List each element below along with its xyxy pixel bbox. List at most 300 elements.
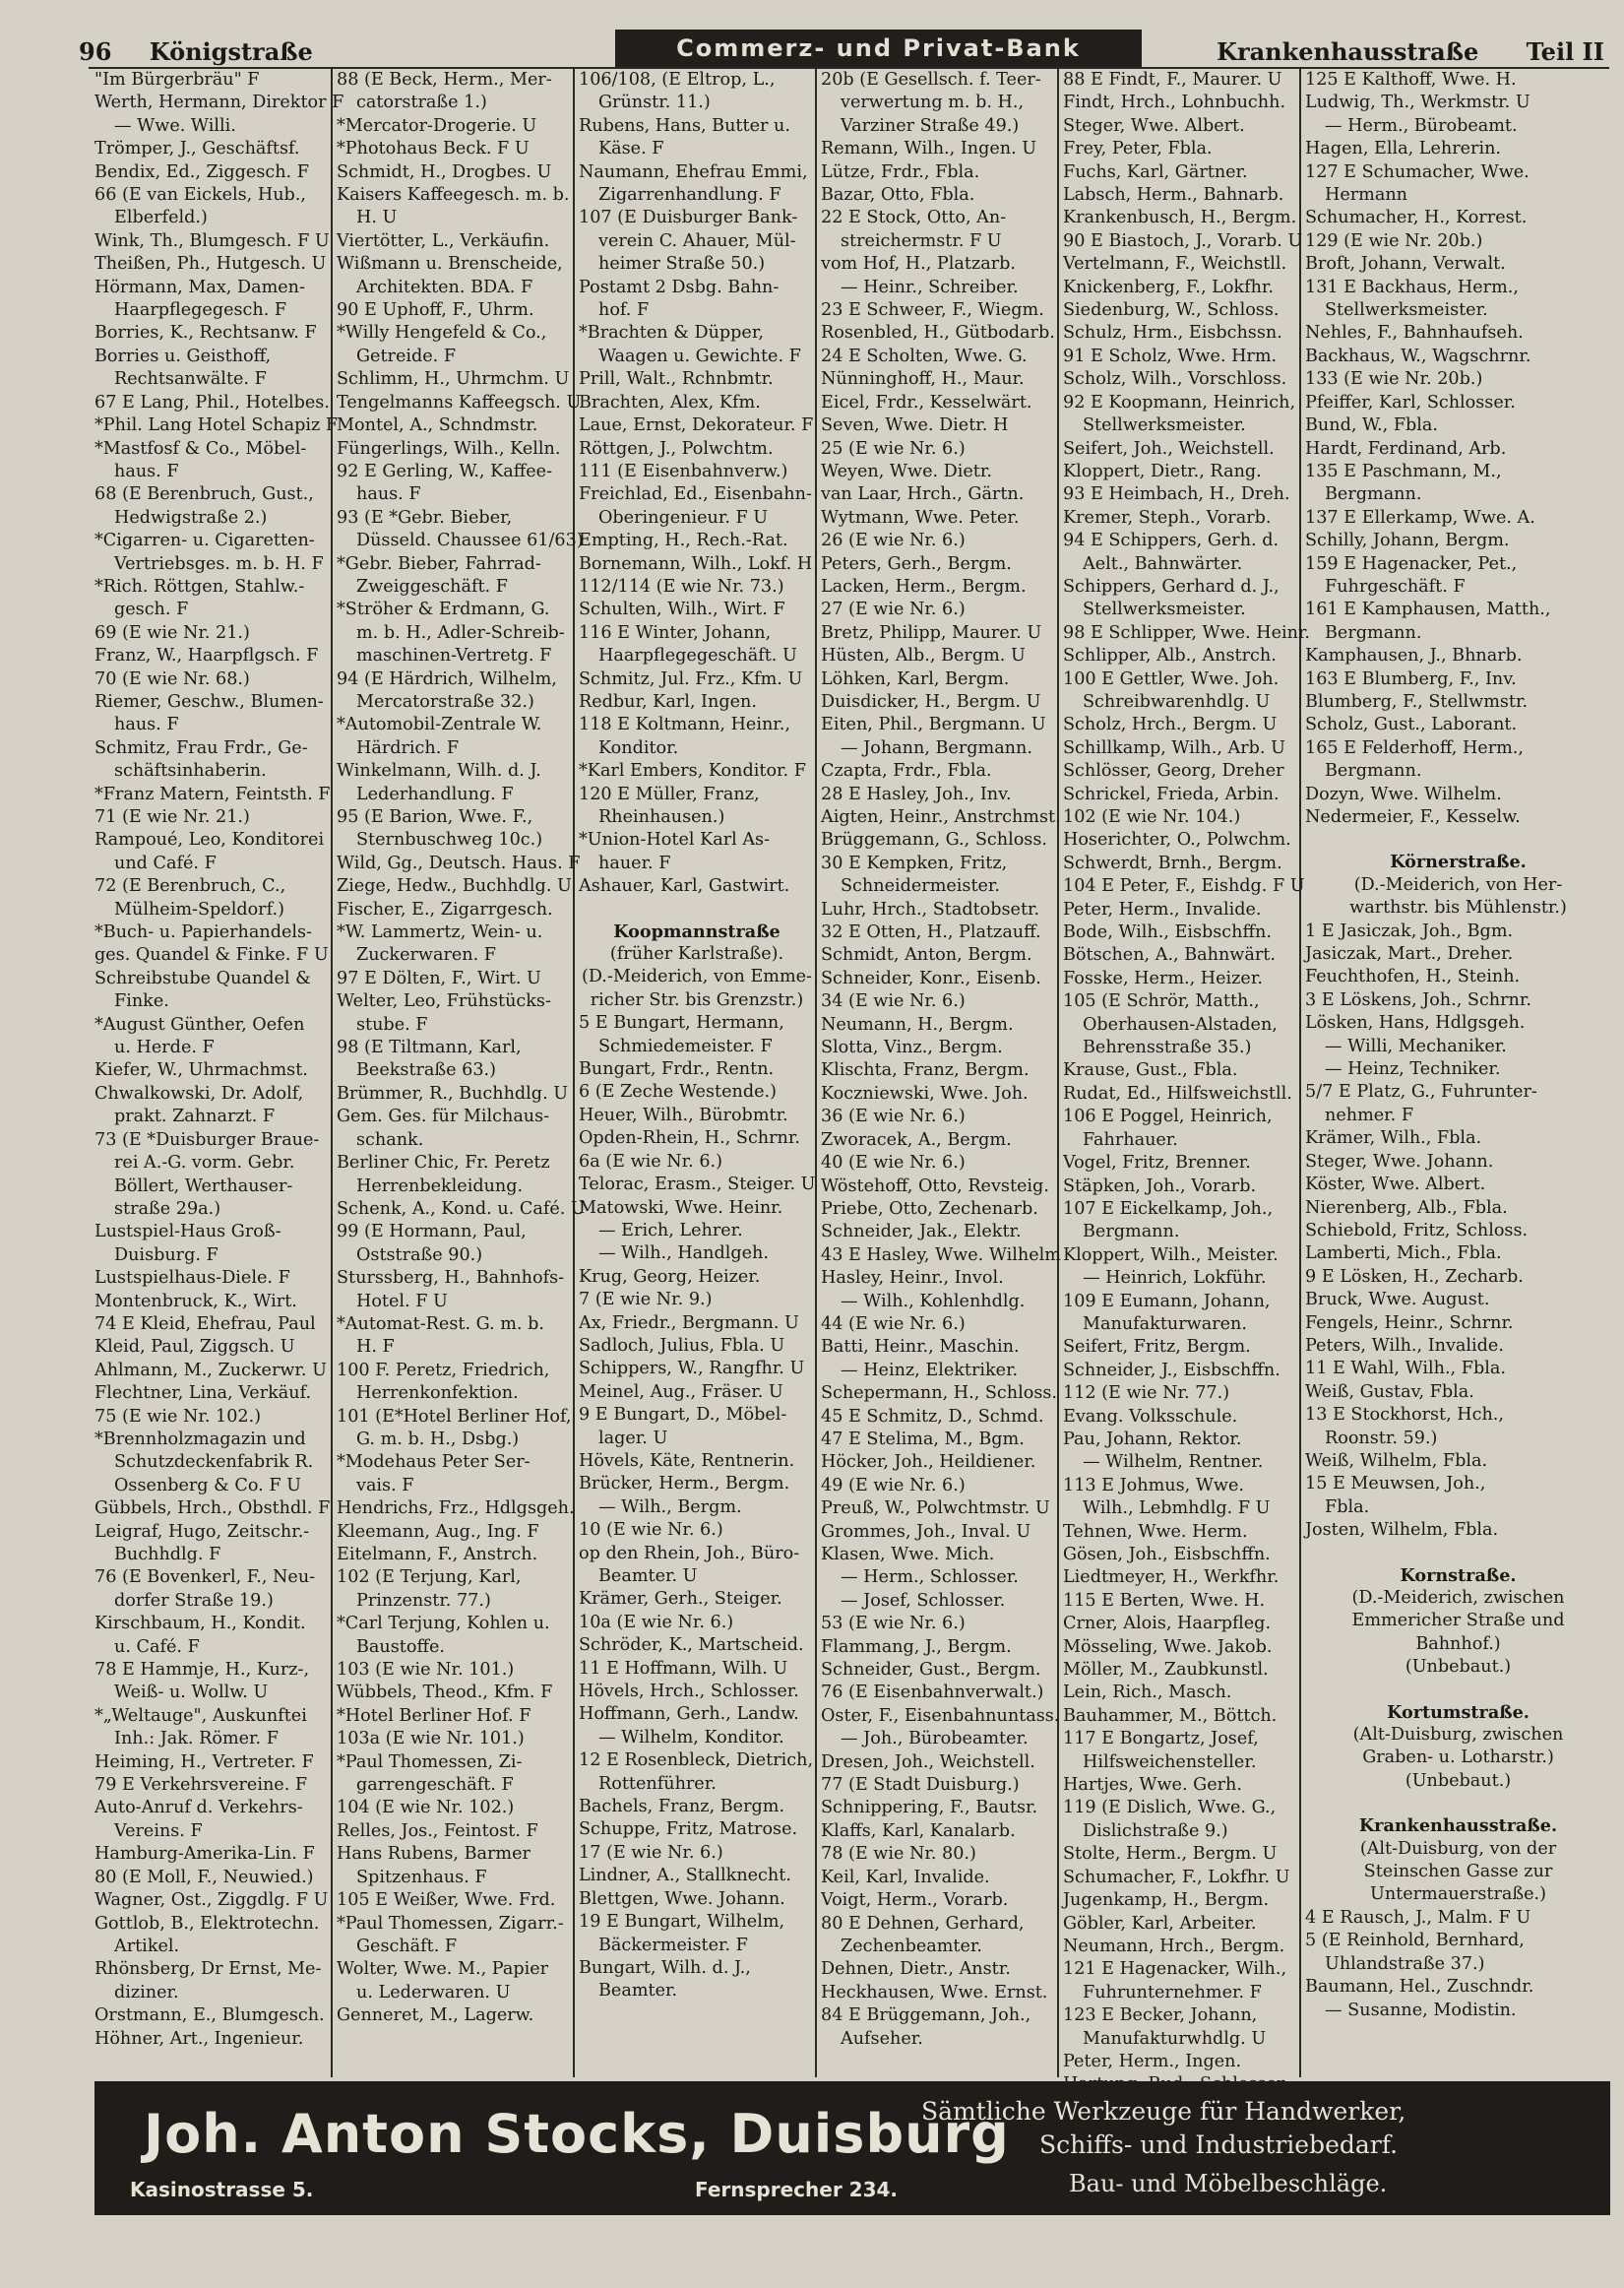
directory-entry: Tengelmanns Kaffeegsch. U [337,392,582,413]
directory-entry: Schneider, J., Eisbschffn. [1063,1360,1280,1380]
directory-entry: *Willy Hengefeld & Co., [337,323,547,344]
directory-entry: Slotta, Vinz., Bergm. [821,1038,1003,1058]
directory-entry: 17 (E wie Nr. 6.) [579,1842,723,1863]
directory-entry: Montenbruck, K., Wirt. [94,1291,297,1311]
directory-entry: Wolter, Wwe. M., Papier [337,1959,549,1980]
directory-entry: 11 E Hoffmann, Wilh. U [579,1658,788,1679]
directory-entry: Ax, Friedr., Bergmann. U [579,1312,799,1333]
directory-entry: 26 (E wie Nr. 6.) [821,531,966,551]
directory-entry: 9 E Lösken, H., Zecharb. [1305,1266,1524,1287]
directory-column-5 [1059,69,1311,2077]
directory-entry: 84 E Brüggemann, Joh., [821,2005,1031,2026]
directory-entry: — Heinz, Elektriker. [841,1360,1019,1380]
directory-entry: m. b. H., Adler-Schreib- [356,622,565,643]
street-description: richer Str. bis Grenzstr.) [590,989,804,1010]
directory-entry: Rottenführer. [598,1773,717,1794]
directory-entry: Schepermann, H., Schloss. [821,1383,1057,1404]
ad-tagline-1: Sämtliche Werkzeuge für Handwerker, [921,2097,1406,2126]
directory-entry: Schmiedemeister. F [598,1036,773,1056]
directory-entry: Düsseld. Chaussee 61/63) [356,531,584,551]
directory-entry: Oberhausen-Alstaden, [1083,1014,1278,1035]
directory-entry: Gösen, Joh., Eisbschffn. [1063,1545,1271,1564]
directory-entry: Seifert, Fritz, Bergm. [1063,1337,1251,1358]
directory-column-3 [575,69,817,2077]
directory-entry: Käse. F [598,139,664,159]
directory-entry: Krug, Georg, Heizer. [579,1266,761,1287]
directory-entry: 3 E Löskens, Joh., Schrnr. [1305,989,1531,1010]
directory-entry: Stellwerksmeister. [1083,600,1246,620]
directory-entry: 74 E Kleid, Ehefrau, Paul [94,1313,316,1334]
directory-entry: *Union-Hotel Karl As- [579,830,771,851]
directory-entry: Evang. Volksschule. [1063,1406,1238,1427]
directory-entry: — Josef, Schlosser. [841,1590,1006,1611]
directory-entry: 67 E Lang, Phil., Hotelbes. [94,392,330,413]
directory-entry: Auto-Anruf d. Verkehrs- [94,1798,303,1818]
directory-entry: Freichlad, Ed., Eisenbahn- [579,484,812,505]
directory-entry: G. m. b. H., Dsbg.) [356,1429,520,1449]
directory-entry: Krämer, Gerh., Steiger. [579,1589,782,1610]
directory-entry: Konditor. [598,737,679,758]
directory-entry: *Franz Matern, Feintsth. F [94,784,331,804]
street-description: Graben- u. Lotharstr.) [1362,1748,1554,1768]
directory-entry: Theißen, Ph., Hutgesch. U [94,254,327,275]
directory-entry: Relles, Jos., Feintost. F [337,1820,538,1841]
directory-entry: van Laar, Hrch., Gärtn. [821,484,1025,505]
street-description: (Unbebaut.) [1405,1770,1512,1791]
directory-entry: Vertelmann, F., Weichstll. [1063,254,1287,275]
directory-entry: — Joh., Bürobeamter. [841,1729,1029,1749]
directory-entry: Rhönsberg, Dr Ernst, Me- [94,1959,322,1980]
directory-entry: schank. [356,1129,424,1150]
directory-entry: Hoffmann, Gerh., Landw. [579,1704,799,1725]
directory-entry: Empting, H., Rech.-Rat. [579,531,788,551]
directory-entry: Backhaus, W., Wagschrnr. [1305,346,1531,366]
directory-column-1 [91,69,344,2077]
directory-entry: Eicel, Frdr., Kesselwärt. [821,392,1032,413]
directory-entry: Rechtsanwälte. F [114,369,267,390]
directory-entry: Jugenkamp, H., Bergm. [1063,1890,1270,1911]
directory-entry: — Heinr., Schreiber. [841,277,1019,297]
directory-entry: H. F [356,1337,395,1358]
directory-entry: 5/7 E Platz, G., Fuhrunter- [1305,1082,1537,1103]
directory-entry: — Wilh., Handlgeh. [598,1243,769,1264]
directory-entry: Jasiczak, Mart., Dreher. [1305,944,1514,965]
directory-entry: 71 (E wie Nr. 21.) [94,807,250,827]
directory-entry: Roonstr. 59.) [1325,1428,1438,1448]
directory-entry: Rosenbled, H., Gütbodarb. [821,323,1055,344]
directory-entry: Zworacek, A., Bergm. [821,1129,1012,1150]
street-description: Steinschen Gasse zur [1363,1862,1553,1882]
directory-entry: maschinen-Vertretg. F [356,646,552,667]
directory-entry: Wübbels, Theod., Kfm. F [337,1683,553,1703]
directory-entry: Voigt, Herm., Vorarb. [821,1890,1009,1911]
directory-entry: 78 E Hammje, H., Kurz-, [94,1660,310,1681]
directory-entry: prakt. Zahnarzt. F [114,1107,276,1127]
directory-entry: Schneider, Gust., Bergm. [821,1660,1041,1681]
directory-entry: Eiten, Phil., Bergmann. U [821,715,1046,735]
directory-entry: Fbla. [1325,1496,1370,1517]
directory-entry: nehmer. F [1325,1105,1414,1125]
directory-entry: u. Herde. F [114,1038,215,1058]
directory-column-4 [817,69,1059,2077]
directory-entry: Nierenberg, Alb., Fbla. [1305,1197,1508,1218]
directory-entry: op den Rhein, Joh., Büro- [579,1543,800,1563]
directory-entry: Rudat, Ed., Hilfsweichstll. [1063,1083,1292,1104]
directory-entry: 107 (E Duisburger Bank- [579,208,798,228]
directory-entry: Wißmann u. Brenscheide, [337,254,563,275]
directory-entry: Weiß- u. Wollw. U [114,1683,269,1703]
directory-entry: Borries u. Geisthoff, [94,346,272,366]
directory-entry: Pau, Johann, Rektor. [1063,1429,1242,1449]
directory-entry: Vogel, Fritz, Brenner. [1063,1153,1251,1174]
directory-entry: *Brachten & Düpper, [579,323,764,344]
directory-entry: 92 E Koopmann, Heinrich, [1063,392,1296,413]
directory-entry: Rheinhausen.) [598,807,725,827]
directory-entry: Schreibwarenhdlg. U [1083,691,1271,712]
directory-entry: Lein, Rich., Masch. [1063,1683,1232,1703]
directory-entry: *August Günther, Oefen [94,1014,305,1035]
directory-entry: Schmidt, Anton, Bergm. [821,945,1032,966]
directory-entry: Orstmann, E., Blumgesch. [94,2005,325,2026]
directory-entry: haus. F [114,461,179,481]
directory-entry: 32 E Otten, H., Platzauff. [821,922,1041,943]
directory-entry: 22 E Stock, Otto, An- [821,208,1007,228]
directory-entry: 97 E Dölten, F., Wirt. U [337,968,541,988]
directory-entry: Baumann, Hel., Zuschndr. [1305,1977,1534,1998]
directory-entry: — Herm., Bürobeamt. [1325,115,1518,136]
directory-entry: Frey, Peter, Fbla. [1063,139,1213,159]
directory-entry: Beamter. U [598,1566,698,1586]
directory-entry: 98 (E Tiltmann, Karl, [337,1038,522,1058]
directory-entry: Bergmann. [1325,761,1422,782]
directory-entry: Seifert, Joh., Weichstell. [1063,438,1275,459]
directory-entry: 161 E Kamphausen, Matth., [1305,600,1551,620]
directory-entry: 120 E Müller, Franz, [579,784,760,804]
directory-entry: Brümmer, R., Buchhdlg. U [337,1083,569,1104]
directory-entry: haus. F [114,715,179,735]
directory-entry: 47 E Stelima, M., Bgm. [821,1429,1025,1449]
directory-entry: Gottlob, B., Elektrotechn. [94,1913,320,1934]
directory-entry: Heckhausen, Wwe. Ernst. [821,1982,1048,2002]
directory-entry: Lütze, Frdr., Fbla. [821,161,980,182]
directory-entry: Schumacher, F., Lokfhr. U [1063,1867,1290,1887]
directory-entry: Steger, Wwe. Johann. [1305,1151,1494,1172]
directory-entry: Bergmann. [1325,484,1422,505]
directory-entry: 104 (E wie Nr. 102.) [337,1798,515,1818]
street-description: (früher Karlstraße). [609,944,784,965]
directory-entry: 20b (E Gesellsch. f. Teer- [821,70,1041,90]
directory-entry: Röttgen, J., Polwchtm. [579,438,774,459]
directory-entry: Schnippering, F., Bautsr. [821,1798,1038,1818]
directory-entry: Schneidermeister. [841,876,1000,897]
directory-entry: Blettgen, Wwe. Johann. [579,1888,785,1909]
directory-entry: 24 E Scholten, Wwe. G. [821,346,1028,366]
directory-entry: Varziner Straße 49.) [841,115,1020,136]
directory-entry: Zigarrenhandlung. F [598,185,781,206]
directory-entry: dorfer Straße 19.) [114,1590,274,1611]
directory-entry: Schlipper, Alb., Anstrch. [1063,646,1277,667]
directory-entry: Getreide. F [356,346,457,366]
directory-entry: 101 (E*Hotel Berliner Hof, [337,1406,572,1427]
directory-entry: Ashauer, Karl, Gastwirt. [579,876,790,897]
directory-entry: Herrenbekleidung. [356,1176,524,1196]
directory-entry: 88 E Findt, F., Maurer. U [1063,70,1282,90]
directory-entry: Genneret, M., Lagerw. [337,2005,534,2026]
directory-entry: Hasley, Heinr., Invol. [821,1268,1004,1289]
directory-entry: Fahrhauer. [1083,1129,1178,1150]
directory-entry: Krause, Gust., Fbla. [1063,1060,1238,1081]
directory-entry: 106/108, (E Eltrop, L., [579,70,776,90]
directory-entry: Wink, Th., Blumgesch. F U [94,230,330,251]
directory-entry: Bungart, Wilh. d. J., [579,1957,751,1978]
directory-entry: Schenk, A., Kond. u. Café. U [337,1198,586,1219]
directory-entry: Bendix, Ed., Ziggesch. F [94,161,309,182]
directory-entry: Nehles, F., Bahnhaufseh. [1305,323,1524,344]
directory-entry: Höhner, Art., Ingenieur. [94,2028,304,2049]
directory-entry: Klaffs, Karl, Kanalarb. [821,1820,1016,1841]
directory-entry: *Gebr. Bieber, Fahrrad- [337,553,541,574]
directory-entry: 68 (E Berenbruch, Gust., [94,484,314,505]
volume-part: Teil II [1526,37,1604,66]
directory-entry: Berliner Chic, Fr. Peretz [337,1153,550,1174]
directory-entry: 49 (E wie Nr. 6.) [821,1475,966,1495]
directory-entry: Peter, Herm., Ingen. [1063,2051,1242,2071]
directory-entry: Zechenbeamter. [841,1936,982,1956]
directory-entry: Winkelmann, Wilh. d. J. [337,761,541,782]
directory-entry: Oststraße 90.) [356,1244,483,1265]
directory-entry: u. Café. F [114,1636,200,1657]
directory-entry: Rampoué, Leo, Konditorei [94,830,325,851]
directory-entry: Kremer, Steph., Vorarb. [1063,507,1272,528]
directory-entry: *Buch- u. Papierhandels- [94,922,312,943]
directory-entry: Czapta, Frdr., Fbla. [821,761,992,782]
directory-entry: *Hotel Berliner Hof. F [337,1705,531,1726]
directory-entry: Wöstehoff, Otto, Revsteig. [821,1176,1049,1196]
directory-entry: Höcker, Joh., Heildiener. [821,1452,1036,1473]
directory-entry: 94 E Schippers, Gerh. d. [1063,531,1280,551]
directory-column-6 [1301,69,1611,2077]
street-description: warthstr. bis Mühlenstr.) [1349,898,1567,919]
directory-entry: 163 E Blumberg, F., Inv. [1305,668,1517,689]
directory-entry: Stellwerksmeister. [1325,300,1488,321]
directory-entry: 69 (E wie Nr. 21.) [94,622,250,643]
page-number: 96 [79,37,112,66]
directory-entry: Manufakturwhdlg. U [1083,2028,1267,2049]
directory-entry: Naumann, Ehefrau Emmi, [579,161,808,182]
directory-entry: Sternbuschweg 10c.) [356,830,543,851]
directory-entry: Seven, Wwe. Dietr. H [821,415,1009,436]
directory-entry: Wild, Gg., Deutsch. Haus. F [337,853,581,873]
directory-entry: 125 E Kalthoff, Wwe. H. [1305,70,1517,90]
directory-entry: Ossenberg & Co. F U [114,1475,301,1495]
directory-entry: — Wwe. Willi. [114,115,236,136]
directory-entry: Franz, W., Haarpflgsch. F [94,646,319,667]
directory-entry: Kleid, Paul, Ziggsch. U [94,1337,295,1358]
directory-entry: Broft, Johann, Verwalt. [1305,254,1506,275]
directory-entry: Füngerlings, Wilh., Kelln. [337,438,561,459]
directory-entry: Krämer, Wilh., Fbla. [1305,1128,1482,1149]
directory-entry: Steger, Wwe. Albert. [1063,115,1245,136]
directory-entry: Aelt., Bahnwärter. [1083,553,1243,574]
directory-entry: Dehnen, Dietr., Anstr. [821,1959,1011,1980]
directory-entry: Schmidt, H., Drogbes. U [337,161,552,182]
directory-entry: Ludwig, Th., Werkmstr. U [1305,93,1530,113]
directory-entry: Borries, K., Rechtsanw. F [94,323,317,344]
directory-entry: *Carl Terjung, Kohlen u. [337,1614,550,1634]
directory-entry: Dozyn, Wwe. Wilhelm. [1305,784,1502,804]
directory-entry: Wagner, Ost., Ziggdlg. F U [94,1890,329,1911]
directory-entry: Herrenkonfektion. [356,1383,519,1404]
directory-entry: 103a (E wie Nr. 101.) [337,1729,525,1749]
directory-entry: Weyen, Wwe. Dietr. [821,461,992,481]
directory-entry: Blumberg, F., Stellwmstr. [1305,691,1529,712]
directory-entry: 113 E Johmus, Wwe. [1063,1475,1244,1495]
directory-entry: 104 E Peter, F., Eishdg. F U [1063,876,1305,897]
directory-entry: *Mastfosf & Co., Möbel- [94,438,307,459]
directory-entry: Schlösser, Georg, Dreher [1063,761,1284,782]
directory-entry: Findt, Hrch., Lohnbuchh. [1063,93,1286,113]
directory-entry: 107 E Eickelkamp, Joh., [1063,1198,1274,1219]
street-heading: Körnerstraße. [1390,852,1527,873]
directory-entry: 5 (E Reinhold, Bernhard, [1305,1931,1525,1951]
directory-entry: Pfeiffer, Karl, Schlosser. [1305,392,1516,413]
directory-entry: und Café. F [114,853,217,873]
directory-entry: Montel, A., Schndmstr. [337,415,538,436]
directory-entry: 43 E Hasley, Wwe. Wilhelm [821,1244,1061,1265]
street-description: Bahnhof.) [1415,1633,1501,1654]
directory-entry: Hamburg-Amerika-Lin. F [94,1844,315,1865]
directory-entry: Hardt, Ferdinand, Arb. [1305,438,1507,459]
street-description: (D.-Meiderich, von Emme- [581,967,813,987]
directory-entry: Dresen, Joh., Weichstell. [821,1751,1035,1772]
directory-entry: Schiebold, Fritz, Schloss. [1305,1220,1529,1240]
directory-entry: Keil, Karl, Invalide. [821,1867,990,1887]
directory-entry: Ziege, Hedw., Buchhdlg. U [337,876,572,897]
directory-entry: — Wilhelm, Konditor. [598,1727,784,1748]
directory-entry: 80 E Dehnen, Gerhard, [821,1913,1025,1934]
directory-entry: Grommes, Joh., Inval. U [821,1521,1031,1542]
directory-entry: *Paul Thomessen, Zigarr.- [337,1913,564,1934]
directory-entry: Schulz, Hrm., Eisbchssn. [1063,323,1282,344]
directory-entry: 11 E Wahl, Wilh., Fbla. [1305,1359,1506,1379]
directory-entry: Aigten, Heinr., Anstrchmst. [821,807,1061,827]
directory-entry: 25 (E wie Nr. 6.) [821,438,966,459]
directory-entry: Kaisers Kaffeegesch. m. b. [337,185,570,206]
directory-entry: Schneider, Konr., Eisenb. [821,968,1041,988]
directory-entry: 4 E Rausch, J., Malm. F U [1305,1907,1531,1928]
right-street-name: Krankenhausstraße [1217,37,1479,66]
directory-columns [91,69,1611,2077]
directory-entry: Rubens, Hans, Butter u. [579,115,790,136]
directory-entry: Baustoffe. [356,1636,445,1657]
directory-entry: Kleemann, Aug., Ing. F [337,1521,539,1542]
directory-entry: 105 E Weißer, Wwe. Frd. [337,1890,556,1911]
directory-entry: Stäpken, Joh., Vorarb. [1063,1176,1257,1196]
directory-entry: Hermann [1325,185,1407,206]
directory-entry: Weiß, Wilhelm, Fbla. [1305,1450,1488,1471]
directory-entry: Schneider, Jak., Elektr. [821,1222,1022,1242]
directory-entry: *Modehaus Peter Ser- [337,1452,531,1473]
directory-entry: Wilh., Lebmhdlg. F U [1083,1498,1271,1519]
directory-entry: *W. Lammertz, Wein- u. [337,922,543,943]
directory-entry: Architekten. BDA. F [356,277,533,297]
directory-entry: Postamt 2 Dsbg. Bahn- [579,277,780,297]
directory-entry: Fuhrunternehmer. F [1083,1982,1262,2002]
directory-entry: Hartjes, Wwe. Gerh. [1063,1775,1242,1796]
directory-entry: Preuß, W., Polwchtmstr. U [821,1498,1050,1519]
directory-entry: Bachels, Franz, Bergm. [579,1797,785,1817]
directory-entry: 109 E Eumann, Johann, [1063,1291,1271,1311]
directory-entry: Welter, Leo, Frühstücks- [337,991,551,1012]
directory-entry: streichermstr. F U [841,230,1002,251]
directory-entry: 28 E Hasley, Joh., Inv. [821,784,1012,804]
directory-entry: 19 E Bungart, Wilhelm, [579,1912,785,1933]
directory-entry: Schippers, W., Rangfhr. U [579,1359,805,1379]
directory-entry: — Wilh., Kohlenhdlg. [841,1291,1026,1311]
directory-entry: Mösseling, Wwe. Jakob. [1063,1636,1273,1657]
directory-entry: Schwerdt, Brnh., Bergm. [1063,853,1282,873]
directory-entry: 93 E Heimbach, H., Dreh. [1063,484,1290,505]
directory-entry: 93 (E *Gebr. Bieber, [337,507,513,528]
directory-entry: — Willi, Mechaniker. [1325,1036,1507,1056]
directory-entry: Heiming, H., Vertreter. F [94,1751,314,1772]
street-description: Untermauerstraße.) [1370,1884,1546,1905]
directory-entry: 135 E Paschmann, M., [1305,461,1502,481]
directory-entry: — Erich, Lehrer. [598,1220,743,1240]
directory-entry: Lamberti, Mich., Fbla. [1305,1243,1502,1264]
directory-entry: 88 (E Beck, Herm., Mer- [337,70,552,90]
directory-entry: Ahlmann, M., Zuckerwr. U [94,1360,327,1380]
directory-entry: Hilfsweichensteller. [1083,1751,1257,1772]
ad-address: Kasinostrasse 5. [130,2178,314,2201]
directory-entry: 100 E Gettler, Wwe. Joh. [1063,668,1280,689]
directory-entry: Flammang, J., Bergm. [821,1636,1012,1657]
directory-entry: 45 E Schmitz, D., Schmd. [821,1406,1044,1427]
directory-entry: 6 (E Zeche Westende.) [579,1082,777,1103]
directory-entry: Nedermeier, F., Kesselw. [1305,807,1521,827]
directory-entry: Scholz, Wilh., Vorschloss. [1063,369,1287,390]
directory-entry: Geschäft. F [356,1936,458,1956]
directory-entry: Riemer, Geschw., Blumen- [94,691,324,712]
directory-entry: Weiß, Gustav, Fbla. [1305,1381,1474,1402]
directory-entry: gesch. F [114,600,189,620]
directory-entry: 1 E Jasiczak, Joh., Bgm. [1305,921,1514,941]
directory-entry: 72 (E Berenbruch, C., [94,876,286,897]
directory-entry: Bruck, Wwe. August. [1305,1290,1490,1310]
directory-entry: *Ströher & Erdmann, G. [337,600,550,620]
directory-entry: Manufakturwaren. [1083,1313,1247,1334]
ad-company-name: Joh. Anton Stocks, Duisburg [144,2103,1010,2165]
directory-entry: Peters, Gerh., Bergm. [821,553,1012,574]
directory-entry: *Automobil-Zentrale W. [337,715,542,735]
directory-entry: *Phil. Lang Hotel Schapiz F [94,415,339,436]
directory-entry: 23 E Schweer, F., Wiegm. [821,300,1044,321]
directory-entry: — Susanne, Modistin. [1325,2000,1517,2020]
advertisement-banner [94,2081,1610,2215]
directory-entry: 90 E Biastoch, J., Vorarb. U [1063,230,1303,251]
directory-entry: — Wilh., Bergm. [598,1496,742,1517]
directory-entry: Schutzdeckenfabrik R. [114,1452,314,1473]
directory-entry: Remann, Wilh., Ingen. U [821,139,1037,159]
directory-entry: 66 (E van Eickels, Hub., [94,185,306,206]
directory-entry: *Cigarren- u. Cigaretten- [94,531,315,551]
directory-entry: Fischer, E., Zigarrgesch. [337,899,553,920]
directory-entry: hof. F [598,300,650,321]
directory-entry: Schreibstube Quandel & [94,968,311,988]
directory-entry: Bode, Wilh., Eisbschffn. [1063,922,1272,943]
directory-entry: Uhlandstraße 37.) [1325,1953,1485,1974]
directory-entry: Kiefer, W., Uhrmachmst. [94,1060,308,1081]
